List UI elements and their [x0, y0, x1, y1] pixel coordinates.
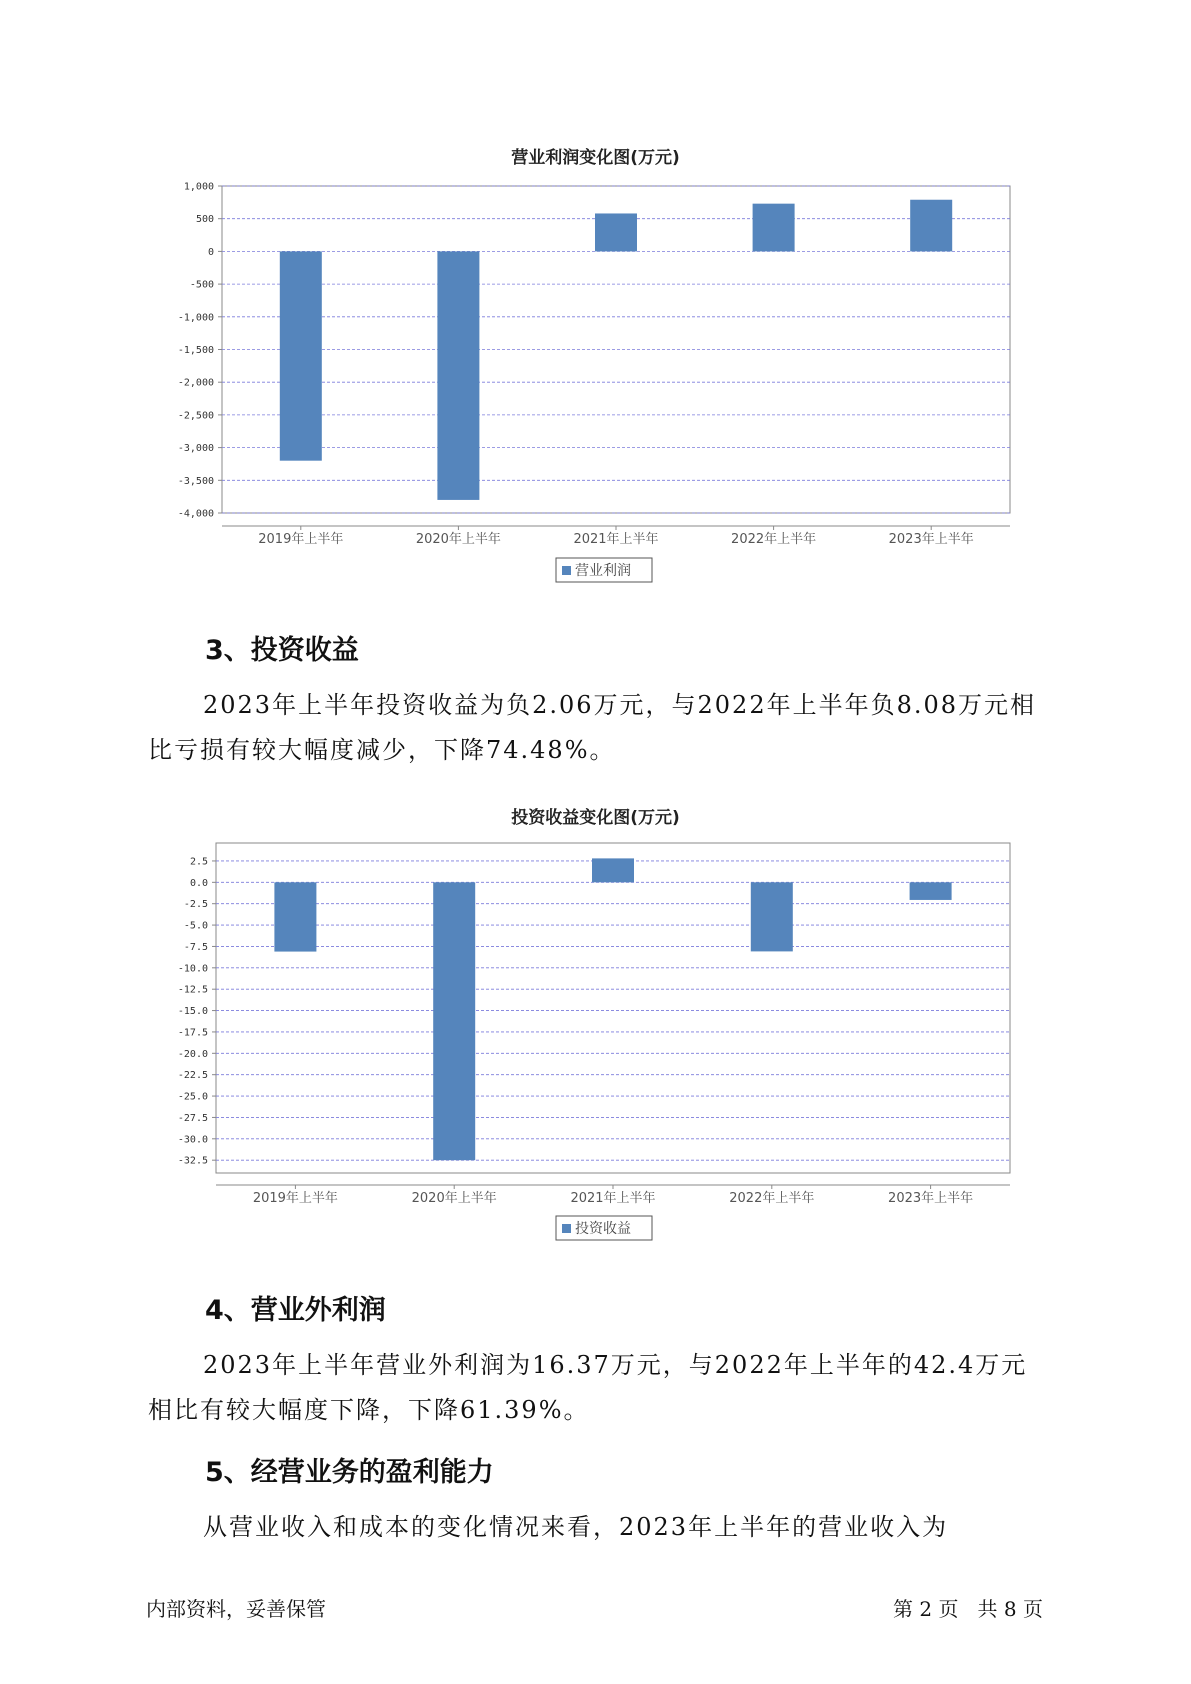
y-tick-label: 1,000 [183, 181, 214, 193]
y-tick-label: 0.0 [189, 877, 208, 889]
y-tick-label: 0 [207, 246, 214, 258]
x-tick-label: 2019年上半年 [252, 1191, 338, 1206]
y-tick-label: -22.5 [177, 1070, 208, 1082]
section-text-profitability [148, 1505, 1048, 1550]
y-tick-label: -17.5 [177, 1027, 208, 1039]
x-tick-label: 2022年上半年 [729, 1191, 815, 1206]
y-tick-label: 2.5 [189, 856, 208, 868]
y-tick-label: -3,500 [177, 475, 214, 487]
y-tick-label: -4,000 [177, 508, 214, 520]
chart-title: 营业利润变化图(万元) [511, 148, 680, 168]
legend-label: 投资收益 [575, 1221, 631, 1237]
x-tick-label: 2021年上半年 [570, 1191, 656, 1206]
y-tick-label: -1,000 [177, 312, 214, 324]
x-tick-label: 2020年上半年 [411, 1191, 497, 1206]
y-tick-label: -5.0 [183, 920, 208, 932]
legend-label: 营业利润 [575, 563, 631, 579]
legend-swatch [562, 1224, 571, 1233]
x-tick-label: 2023年上半年 [888, 1191, 974, 1206]
y-tick-label: -3,000 [177, 443, 214, 455]
y-tick-label: -7.5 [183, 941, 208, 953]
bar [592, 858, 634, 882]
y-tick-label: -12.5 [177, 984, 208, 996]
y-tick-label: -500 [189, 279, 214, 291]
y-tick-label: -1,500 [177, 345, 214, 356]
y-tick-label: -2,500 [177, 410, 214, 422]
x-tick-label: 2020年上半年 [415, 532, 501, 547]
y-tick-label: -10.0 [177, 963, 208, 975]
y-tick-label: -2.5 [183, 899, 208, 911]
bar [751, 882, 793, 951]
y-tick-label: -15.0 [177, 1006, 208, 1018]
x-tick-label: 2021年上半年 [573, 532, 659, 547]
y-tick-label: -25.0 [177, 1091, 208, 1103]
x-tick-label: 2022年上半年 [731, 532, 817, 547]
section-heading-profitability: 5、经营业务的盈利能力 [205, 1457, 494, 1488]
x-tick-label: 2023年上半年 [888, 532, 974, 547]
y-tick-label: 500 [195, 214, 214, 226]
bar [274, 882, 316, 951]
section-heading-non-operating-profit: 4、营业外利润 [205, 1295, 386, 1326]
footer-right: 第 2 页 共 8 页 [893, 1597, 1043, 1621]
section-text-non-operating-profit [148, 1343, 1048, 1433]
bar [433, 882, 475, 1160]
chart-title: 投资收益变化图(万元) [511, 808, 680, 828]
plot-area [216, 843, 1010, 1173]
paragraph-text: 2023年上半年营业外利润为16.37万元，与2022年上半年的42.4万元相比有较大幅度下降，下降61.39%。 [148, 1351, 1028, 1424]
y-tick-label: -20.0 [177, 1048, 208, 1060]
footer-left: 内部资料，妥善保管 [146, 1597, 326, 1621]
y-tick-label: -27.5 [177, 1112, 208, 1124]
paragraph-text: 2023年上半年投资收益为负2.06万元，与2022年上半年负8.08万元相比亏损有较大幅度减少，下降74.48%。 [148, 691, 1037, 764]
bar [910, 882, 952, 900]
x-tick-label: 2019年上半年 [258, 532, 344, 547]
y-tick-label: -2,000 [177, 377, 214, 389]
y-tick-label: -30.0 [177, 1134, 208, 1146]
paragraph-text: 从营业收入和成本的变化情况来看，2023年上半年的营业收入为 [203, 1513, 949, 1541]
y-tick-label: -32.5 [177, 1155, 208, 1167]
section-heading-investment-income: 3、投资收益 [205, 635, 359, 666]
